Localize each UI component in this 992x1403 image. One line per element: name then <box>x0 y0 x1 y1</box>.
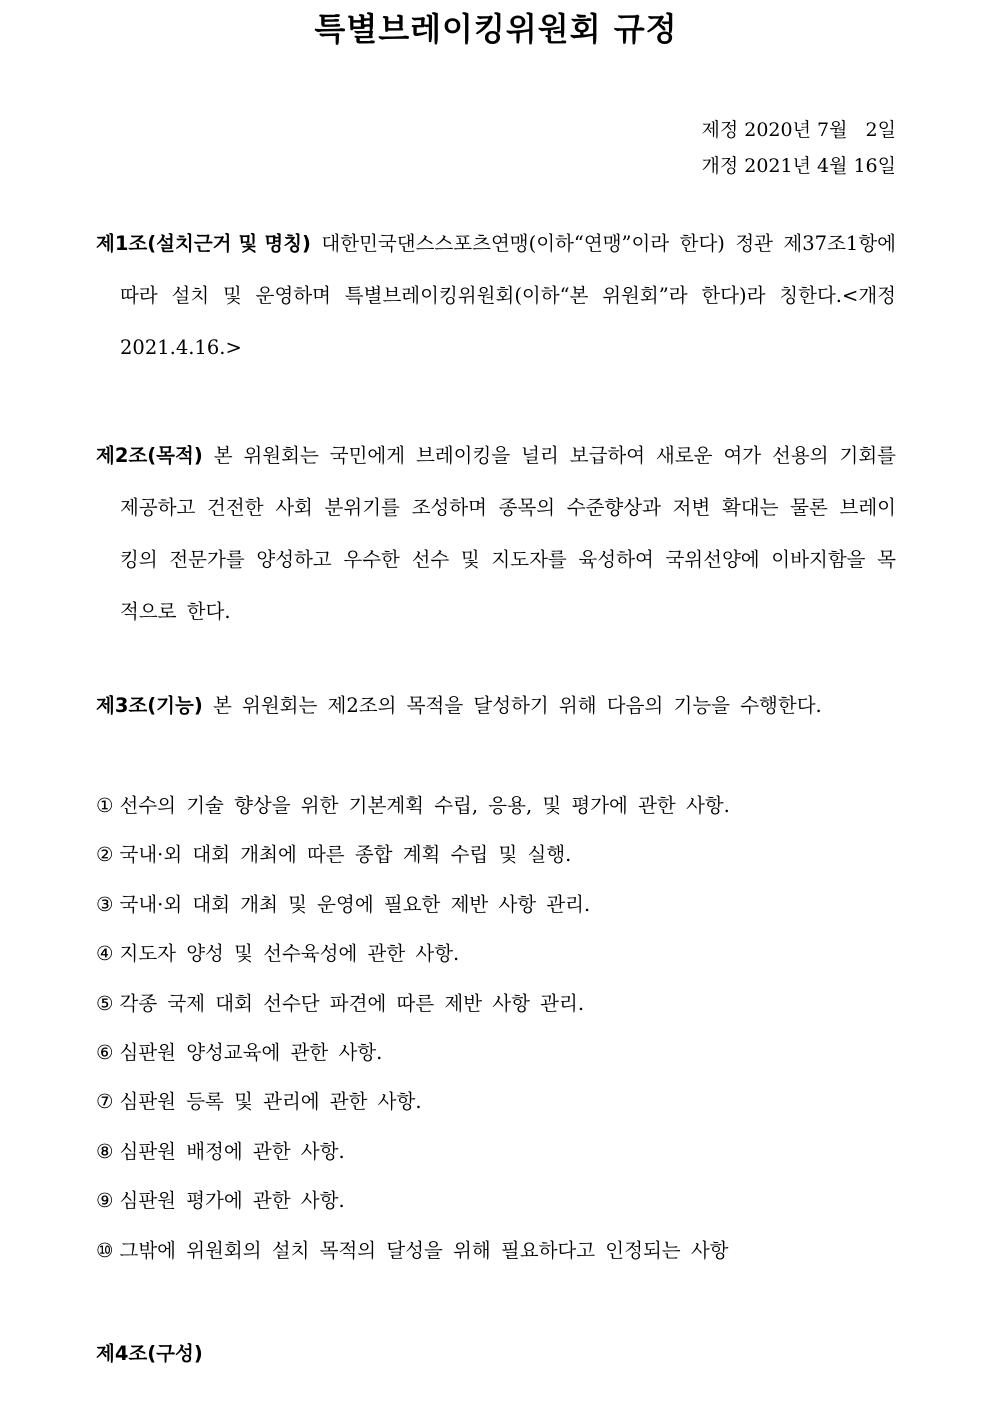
list-item <box>96 1028 896 1077</box>
item-text: 선수의 기술 향상을 위한 기본계획 수립, 응용, 및 평가에 관한 사항. <box>119 794 730 817</box>
article-3-heading: 제3조(기능) <box>96 694 203 717</box>
article-2 <box>96 430 896 638</box>
item-text: 각종 국제 대회 선수단 파견에 따른 제반 사항 관리. <box>119 991 585 1015</box>
item-number: ② <box>96 843 114 867</box>
article-2-heading: 제2조(목적) <box>96 444 203 467</box>
document-title: 특별브레이킹위원회 규정 <box>314 10 678 48</box>
article-1-heading: 제1조(설치근거 및 명칭) <box>96 232 311 255</box>
item-number: ④ <box>96 942 114 966</box>
list-item <box>96 1226 896 1275</box>
list-item <box>96 880 896 929</box>
item-text: 지도자 양성 및 선수육성에 관한 사항. <box>119 942 460 966</box>
item-text: 그밖에 위원회의 설치 목적의 달성을 위해 필요하다고 인정되는 사항 <box>119 1238 729 1262</box>
article-1-body: 대한민국댄스스포츠연맹(이하“연맹”이라 한다) 정관 제37조1항에 따라 설치 및 운영하며 특별브레이킹위원회(이하“본 위원회”라 한다)라 칭한다.<개정 2021.4.16.> <box>120 232 896 359</box>
item-number: ⑩ <box>96 1238 114 1262</box>
list-item <box>96 781 896 830</box>
item-number: ⑦ <box>96 1090 114 1114</box>
list-item <box>96 979 896 1028</box>
list-item <box>96 1176 896 1225</box>
list-item <box>96 830 896 879</box>
item-text: 심판원 평가에 관한 사항. <box>119 1189 345 1213</box>
article-2-body: 본 위원회는 국민에게 브레이킹을 널리 보급하여 새로운 여가 선용의 기회를 제공하고 건전한 사회 분위기를 조성하며 종목의 수준향상과 저변 확대는 물론 브레이킹의 전문가를 양성하고 우수한 선수 및 지도자를 육성하여 국위선양에 이바지함을 목적으로 한다. <box>120 444 897 623</box>
item-number: ⑨ <box>96 1189 114 1213</box>
item-number: ① <box>96 794 114 817</box>
revised-date: 개정 2021년 4월 16일 <box>701 155 896 177</box>
enacted-date: 제정 2020년 7월 2일 <box>701 119 896 141</box>
item-text: 심판원 양성교육에 관한 사항. <box>119 1041 383 1065</box>
article-1 <box>96 218 896 374</box>
item-number: ⑥ <box>96 1041 114 1065</box>
item-text: 심판원 배정에 관한 사항. <box>119 1139 345 1163</box>
item-text: 국내·외 대회 개최 및 운영에 필요한 제반 사항 관리. <box>119 892 591 916</box>
item-number: ⑤ <box>96 991 114 1015</box>
list-item <box>96 1077 896 1126</box>
item-number: ③ <box>96 892 114 916</box>
item-number: ⑧ <box>96 1139 114 1163</box>
list-item <box>96 929 896 978</box>
item-text: 국내·외 대회 개최에 따른 종합 계획 수립 및 실행. <box>119 843 572 867</box>
article-3-items <box>96 781 896 1275</box>
item-text: 심판원 등록 및 관리에 관한 사항. <box>119 1090 422 1114</box>
list-item <box>96 1127 896 1176</box>
date-block <box>701 112 896 184</box>
article-3 <box>96 680 896 732</box>
article-3-body: 본 위원회는 제2조의 목적을 달성하기 위해 다음의 기능을 수행한다. <box>212 694 822 717</box>
article-4-heading: 제4조(구성) <box>96 1342 203 1365</box>
